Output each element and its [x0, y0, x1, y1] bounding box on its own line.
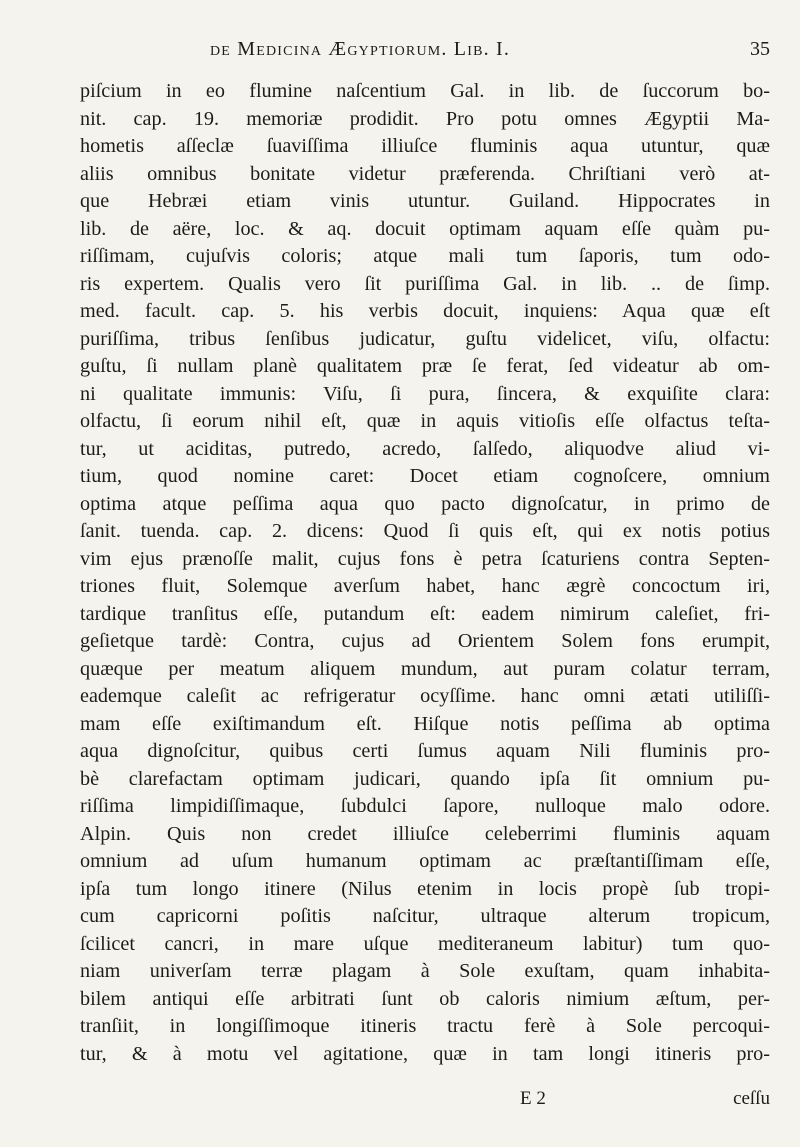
text-line: olfactu, ſi eorum nihil eſt, quæ in aquis vitioſis eſſe olfactus teſta- [80, 410, 770, 432]
text-line: vim ejus prænoſſe malit, cujus fons è petra ſcaturiens contra Septen- [80, 547, 770, 570]
text-line: guſtu, ſi nullam planè qualitatem præ ſe ferat, ſed videatur ab om- [80, 355, 770, 377]
page-footer [80, 1088, 770, 1116]
text-line: aqua dignoſcitur, quibus certi ſumus aquam Nili fluminis pro- [80, 740, 770, 762]
catchword: ceſſu [733, 1088, 770, 1109]
text-line: tur, & à motu vel agitatione, quæ in tam longi itineris pro- [80, 1042, 770, 1065]
page-number: 35 [750, 38, 770, 60]
text-line: nit. cap. 19. memoriæ prodidit. Pro potu omnes Ægyptii Ma- [80, 107, 770, 130]
text-line: tranſiit, in longiſſimoque itineris tractu ferè à Sole percoqui- [80, 1015, 770, 1037]
text-line: tardique tranſitus eſſe, putandum eſt: eadem nimirum caleſiet, fri- [80, 602, 770, 625]
text-line: ris expertem. Qualis vero ſit puriſſima Gal. in lib. .. de ſimp. [80, 272, 770, 295]
text-line: ipſa tum longo itinere (Nilus etenim in locis propè ſub tropi- [80, 877, 770, 900]
text-line: riſſimam, cujuſvis coloris; atque mali tum ſaporis, tum odo- [80, 245, 770, 267]
text-line: ſcilicet cancri, in mare uſque mediteraneum labitur) tum quo- [80, 932, 770, 955]
signature-mark: E 2 [520, 1088, 546, 1109]
text-line: bè clarefactam optimam judicari, quando ipſa ſit omnium pu- [80, 767, 770, 790]
text-line: tium, quod nomine caret: Docet etiam cognoſcere, omnium [80, 465, 770, 487]
text-line: eademque caleſit ac refrigeratur ocyſſime. hanc omni ætati utiliſſi- [80, 685, 770, 707]
text-line: quæque per meatum aliquem mundum, aut puram colatur terram, [80, 657, 770, 680]
text-line: tur, ut aciditas, putredo, acredo, ſalſedo, aliquodve aliud vi- [80, 437, 770, 460]
text-line: optima atque peſſima aqua quo pacto dignoſcatur, in primo de [80, 492, 770, 515]
text-line: ſanit. tuenda. cap. 2. dicens: Quod ſi quis eſt, qui ex notis potius [80, 520, 770, 542]
text-line: riſſima limpidiſſimaque, ſubdulci ſapore, nulloque malo odore. [80, 795, 770, 817]
running-title: de Medicina Ægyptiorum. Lib. I. [210, 38, 511, 60]
text-line: Alpin. Quis non credet illiuſce celeberrimi fluminis aquam [80, 822, 770, 845]
running-head [80, 38, 770, 68]
text-line: bilem antiqui eſſe arbitrati ſunt ob caloris nimium æſtum, per- [80, 987, 770, 1010]
text-line: que Hebræi etiam vinis utuntur. Guiland. Hippocrates in [80, 190, 770, 212]
text-line: geſietque tardè: Contra, cujus ad Orientem Solem fons erumpit, [80, 630, 770, 652]
text-line: aliis omnibus bonitate videtur præferenda. Chriſtiani verò at- [80, 162, 770, 185]
text-line: piſcium in eo flumine naſcentium Gal. in lib. de ſuccorum bo- [80, 80, 770, 102]
text-line: cum capricorni poſitis naſcitur, ultraque alterum tropicum, [80, 905, 770, 927]
text-line: lib. de aëre, loc. & aq. docuit optimam aquam eſſe quàm pu- [80, 217, 770, 240]
body-text [80, 78, 770, 1068]
text-line: med. facult. cap. 5. his verbis docuit, inquiens: Aqua quæ eſt [80, 300, 770, 322]
text-line: mam eſſe exiſtimandum eſt. Hiſque notis peſſima ab optima [80, 712, 770, 735]
text-line: puriſſima, tribus ſenſibus judicatur, guſtu videlicet, viſu, olfactu: [80, 327, 770, 350]
text-line: niam univerſam terræ plagam à Sole exuſtam, quam inhabita- [80, 960, 770, 982]
text-line: triones fluit, Solemque averſum habet, hanc ægrè concoctum iri, [80, 575, 770, 597]
text-line: ni qualitate immunis: Viſu, ſi pura, ſincera, & exquiſite clara: [80, 382, 770, 405]
text-line: hometis aſſeclæ ſuaviſſima illiuſce fluminis aqua utuntur, quæ [80, 135, 770, 157]
text-line: omnium ad uſum humanum optimam ac præſtantiſſimam eſſe, [80, 850, 770, 872]
